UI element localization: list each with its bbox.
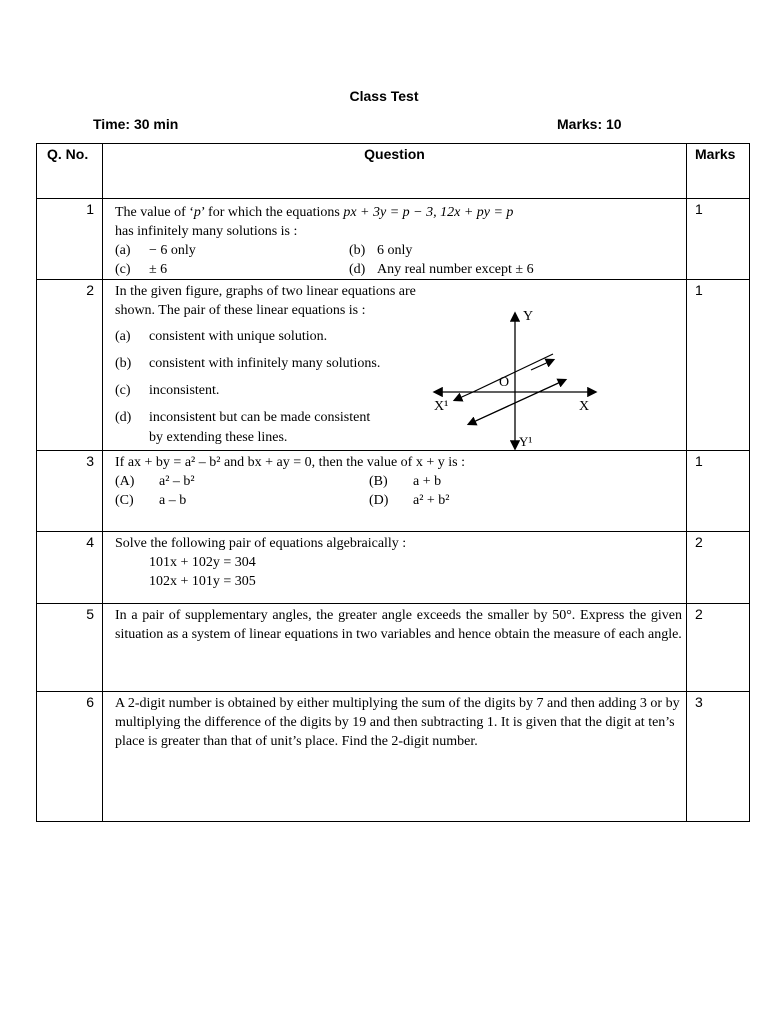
option-key: (b) [115,356,132,371]
option-text-line1: inconsistent but can be made consistent [149,410,371,425]
col-header-question: Question [103,144,687,199]
option-text-line2: by extending these lines. [149,430,288,445]
option-text: a + b [413,474,442,489]
question-marks: 2 [687,604,750,692]
option-key: (b) [349,243,366,258]
q1-var: p [193,205,201,220]
option-text: a² – b² [159,474,195,489]
option-key: (D) [369,493,389,508]
option-text: a² + b² [413,493,450,508]
q4-eq2: 102x + 101y = 305 [149,574,256,589]
line-1 [473,354,553,392]
question-marks: 2 [687,532,750,604]
option-key: (a) [115,329,131,344]
question-marks: 1 [687,199,750,280]
option-text: − 6 only [149,243,196,258]
q1-line2: has infinitely many solutions is : [115,224,298,239]
option-text: consistent with unique solution. [149,329,328,344]
col-header-marks: Marks [687,144,750,199]
question-number: 6 [37,692,103,822]
table-row [37,604,750,692]
question-text [103,451,687,532]
x-label: X [579,399,590,414]
question-text: A 2-digit number is obtained by either multiplying the sum of the digits by 7 and then adding 3 or by multiplying the difference of the digits by 19 and then subtracting 1. It is given that the digit at ten’s place is greater than that of unit’s place. Find the 2-digit number. [103,692,687,822]
q3-stem: If ax + by = a² – b² and bx + ay = 0, then the value of x + y is : [115,455,465,470]
option-key: (C) [115,493,134,508]
table-row [37,199,750,280]
question-marks: 3 [687,692,750,822]
option-text [149,408,370,448]
q1-prefix: The value of ‘ [115,205,194,220]
q4-eq1: 101x + 102y = 304 [149,555,256,570]
q4-line1: Solve the following pair of equations algebraically : [115,536,407,551]
line-1-right-arrow [531,360,553,370]
option-key: (d) [115,410,132,425]
q2-line2: shown. The pair of these linear equations is : [115,303,366,318]
table-row [37,532,750,604]
table-row [37,451,750,532]
y1-label: Y¹ [519,434,533,449]
option-key: (a) [115,243,131,258]
q1-equation: px + 3y = p − 3, 12x + py = p [343,205,514,220]
q1-options-row1 [115,241,682,260]
table-row [37,280,750,451]
question-text [103,532,687,604]
question-number: 5 [37,604,103,692]
x1-label: X¹ [434,399,449,414]
col-header-qno: Q. No. [37,144,103,199]
option-text: ± 6 [149,262,168,277]
q1-options-row2 [115,260,682,279]
line-1-left-arrow [455,392,473,400]
option-key: (B) [369,474,388,489]
option-text: inconsistent. [149,383,220,398]
y-label: Y [523,309,534,324]
question-marks: 1 [687,451,750,532]
option-text: a – b [159,493,187,508]
question-text: In a pair of supplementary angles, the greater angle exceeds the smaller by 50°. Express the given situation as a system of linear equations in two variables and hence obtain the measure of each angle. [103,604,687,692]
question-marks: 1 [687,280,750,451]
origin-label: O [499,375,510,390]
option-text: consistent with infinitely many solutions. [149,356,381,371]
option-key: (A) [115,474,135,489]
test-title: Class Test [349,88,419,104]
option-key: (c) [115,262,131,277]
q1-mid: ’ for which the equations [200,205,344,220]
option-key: (d) [349,262,366,277]
option-text: Any real number except ± 6 [377,262,534,277]
question-number: 3 [37,451,103,532]
time-label: Time: 30 min [93,116,179,132]
q3-options-row1 [115,472,682,491]
question-text [103,199,687,280]
question-number: 2 [37,280,103,451]
question-text [103,280,687,451]
q3-options-row2 [115,491,682,510]
table-row [37,692,750,822]
q1-line1 [115,203,682,222]
table-header-row [37,144,750,199]
question-number: 1 [37,199,103,280]
total-marks-label: Marks: 10 [557,116,622,132]
question-number: 4 [37,532,103,604]
option-key: (c) [115,383,131,398]
q2-line1: In the given figure, graphs of two linear equations are [115,284,416,299]
option-text: 6 only [377,243,413,258]
linear-graph-figure [431,300,601,450]
question-table [36,143,750,822]
